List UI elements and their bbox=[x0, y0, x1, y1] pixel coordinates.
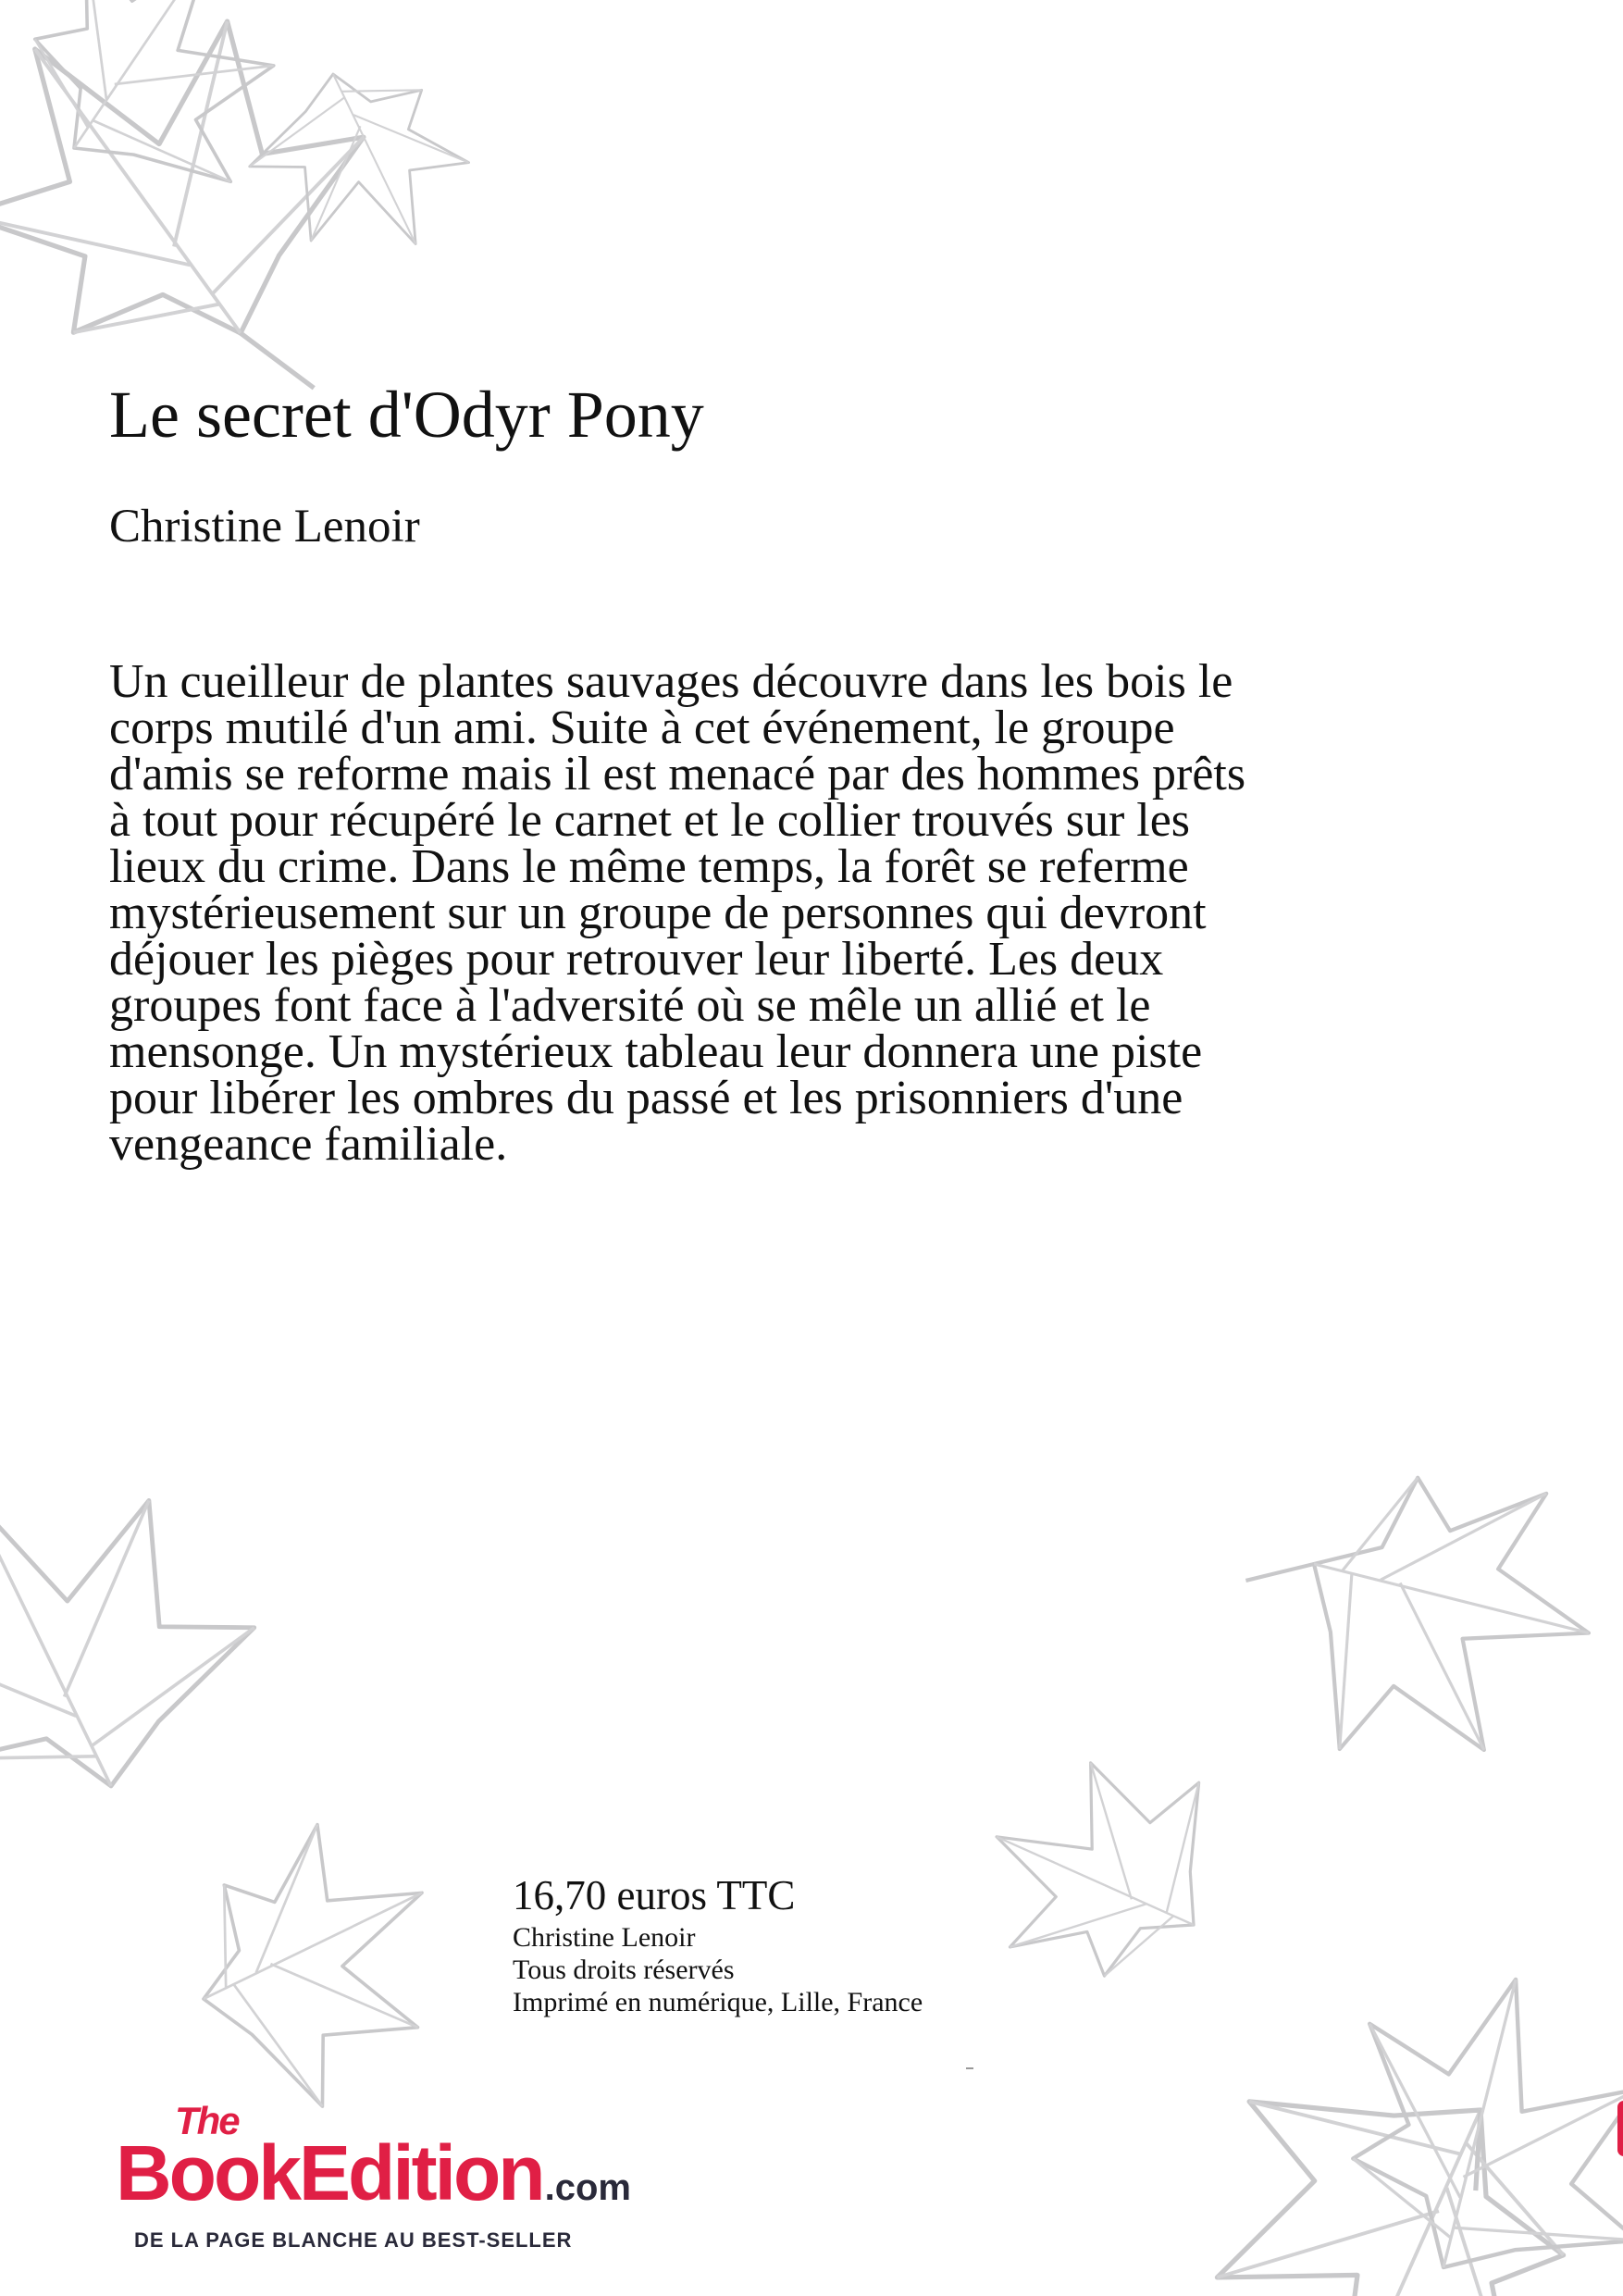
publisher-tagline: DE LA PAGE BLANCHE AU BEST-SELLER bbox=[134, 2228, 573, 2252]
divider bbox=[966, 2067, 973, 2069]
printing-notice: Imprimé en numérique, Lille, France bbox=[513, 1987, 923, 2017]
leaf-bottom-right-lower-icon bbox=[1300, 1938, 1623, 2296]
leaf-top-left-small-icon bbox=[0, 0, 338, 239]
copyright-holder: Christine Lenoir bbox=[513, 1922, 696, 1953]
edge-mark bbox=[1617, 2101, 1623, 2156]
leaf-bottom-right-icon bbox=[1129, 2008, 1623, 2296]
logo-wordmark bbox=[116, 2128, 631, 2232]
book-blurb: Un cueilleur de plantes sauvages découvre dans les bois le corps mutilé d'un ami. Suite à cet événement, le groupe d'amis se reforme mais il est menacé par des hommes prêts à tout pour récupéré le carnet et le collier trouvés sur les lieux du crime. Dans le même temps, la forêt se referme mystérieusement sur un groupe de personnes qui devront déjouer les pièges pour retrouver leur liberté. Les deux groupes font face à l'adversité où se mêle un allié et le mensonge. Un mystérieux tableau leur donnera une piste pour libérer les ombres du passé et les prisonniers d'une vengeance familiale. bbox=[109, 655, 1246, 1171]
book-title: Le secret d'Odyr Pony bbox=[109, 378, 704, 452]
logo-domain-suffix: .com bbox=[544, 2167, 631, 2208]
leaf-left-bottom-icon bbox=[161, 1799, 479, 2132]
rights-notice: Tous droits réservés bbox=[513, 1955, 735, 1985]
leaf-left-lower-icon bbox=[0, 1419, 289, 1843]
leaf-right-middle-icon bbox=[1203, 1407, 1623, 1815]
leaf-top-corner-icon bbox=[229, 41, 489, 288]
price: 16,70 euros TTC bbox=[513, 1872, 796, 1918]
publisher-logo bbox=[116, 2101, 652, 2282]
leaf-bottom-center-icon bbox=[952, 1708, 1257, 2021]
logo-the: The bbox=[175, 2099, 239, 2142]
colophon bbox=[513, 1869, 923, 2018]
logo-name: BookEdition bbox=[116, 2129, 543, 2216]
book-author: Christine Lenoir bbox=[109, 501, 420, 552]
